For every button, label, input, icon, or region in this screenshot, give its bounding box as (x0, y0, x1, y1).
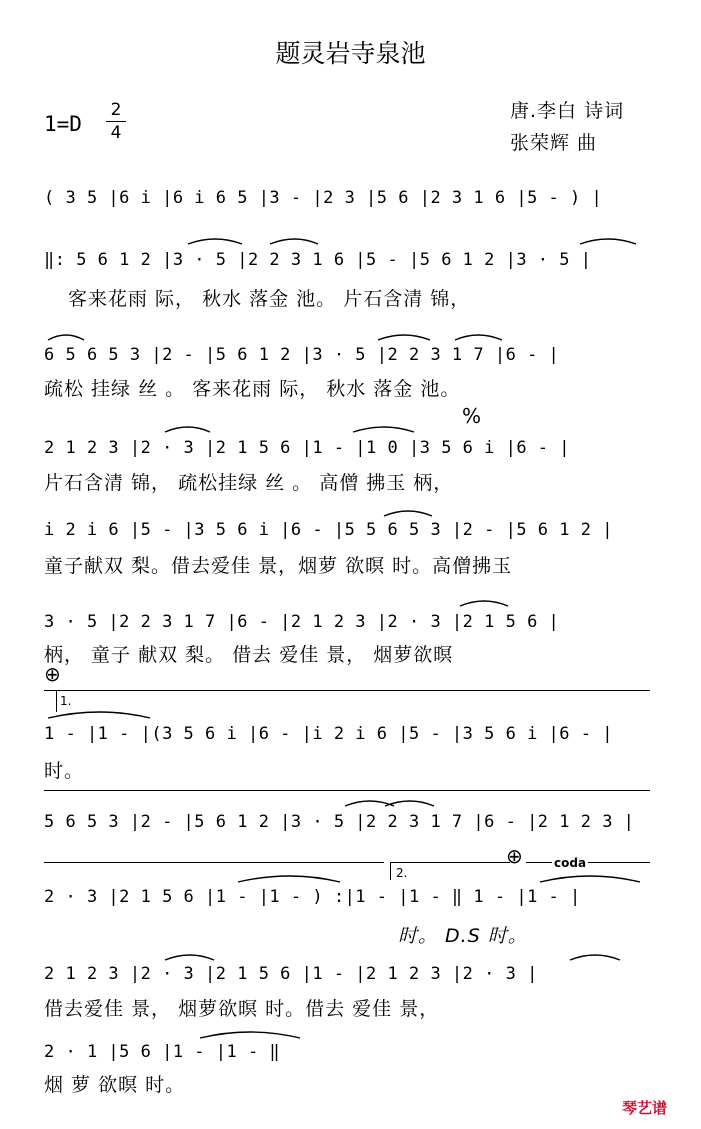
score-line-5-notes: i 2 i 6 |5 - |3 5 6 i |6 - |5 5 6 5 3 |2 - |5 6 1 2 | (44, 520, 613, 540)
segno-mark: % (462, 404, 482, 428)
score-line-2-notes: ‖: 5 6 1 2 |3 · 5 |2 2 3 1 6 |5 - |5 6 1 2 |3 · 5 | (44, 250, 592, 270)
score-line-5-lyrics: 童子献双 梨。借去爱佳 景，烟萝 欲暝 时。高僧拂玉 (44, 555, 513, 577)
score-line-9-lyrics: 时。 D.S 时。 (398, 925, 528, 947)
score-line-11-notes: 2 · 1 |5 6 |1 - |1 - ‖ (44, 1042, 281, 1062)
score-line-10-notes: 2 1 2 3 |2 · 3 |2 1 5 6 |1 - |2 1 2 3 |2 · 3 | (44, 964, 538, 984)
slur (48, 335, 84, 340)
slur (455, 335, 502, 340)
slur (353, 427, 414, 432)
slur (238, 876, 340, 882)
time-signature-top: 2 (110, 100, 122, 120)
score-line-11-lyrics: 烟 萝 欲暝 时。 (44, 1074, 186, 1096)
score-line-7-notes: 1 - |1 - |(3 5 6 i |6 - |i 2 i 6 |5 - |3 5 6 i |6 - | (44, 724, 613, 744)
score-line-8-notes: 5 6 5 3 |2 - |5 6 1 2 |3 · 5 |2 2 3 1 7 |6 - |2 1 2 3 | (44, 812, 635, 832)
score-line-3-notes: 6 5 6 5 3 |2 - |5 6 1 2 |3 · 5 |2 2 3 1 7 |6 - | (44, 345, 560, 365)
lyricist-credit: 唐.李白 诗词 (510, 100, 625, 122)
score-line-4-notes: 2 1 2 3 |2 · 3 |2 1 5 6 |1 - |1 0 |3 5 6 i |6 - | (44, 438, 571, 458)
coda-symbol-icon: ⊕ (44, 662, 61, 686)
slur (165, 955, 214, 960)
slur (165, 427, 210, 432)
slur (48, 712, 150, 718)
time-signature-bottom: 4 (110, 123, 122, 143)
score-line-3-lyrics: 疏松 挂绿 丝 。 客来花雨 际， 秋水 落金 池。 (44, 378, 461, 400)
slur (540, 876, 640, 882)
slur (384, 511, 432, 516)
site-logo: 琴艺谱 (622, 1099, 668, 1117)
score-line-1-notes: ( 3 5 |6 i |6 i 6 5 |3 - |2 3 |5 6 |2 3 1 6 |5 - ) | (44, 188, 603, 208)
score-line-10-lyrics: 借去爱佳 景， 烟萝欲暝 时。借去 爱佳 景， (44, 998, 440, 1020)
slur (460, 601, 508, 606)
score-line-4-lyrics: 片石含清 锦， 疏松挂绿 丝 。 高僧 拂玉 柄， (44, 472, 454, 494)
key-signature: 1=D (44, 112, 82, 136)
coda-symbol-icon: ⊕ (506, 844, 523, 868)
volta-2-label: 2. (396, 866, 408, 880)
composer-credit: 张荣辉 曲 (510, 132, 598, 154)
slur (378, 335, 430, 340)
score-line-7-lyrics: 时。 (44, 760, 85, 782)
score-line-9-notes: 2 · 3 |2 1 5 6 |1 - |1 - ) :|1 - |1 - ‖ 1 - |1 - | (44, 887, 581, 907)
score-line-2-lyrics: 客来花雨 际， 秋水 落金 池。 片石含清 锦， (68, 288, 471, 310)
slur (270, 239, 318, 244)
slur (570, 955, 620, 960)
coda-label: coda (554, 856, 587, 870)
slur (188, 239, 242, 244)
page-title: 题灵岩寺泉池 (275, 39, 426, 68)
slur (200, 1032, 300, 1038)
score-line-6-notes: 3 · 5 |2 2 3 1 7 |6 - |2 1 2 3 |2 · 3 |2 1 5 6 | (44, 612, 560, 632)
slur (580, 239, 636, 244)
score-line-6-lyrics: 柄， 童子 献双 梨。 借去 爱佳 景， 烟萝欲暝 (44, 644, 454, 666)
volta-1-label: 1. (60, 694, 72, 708)
